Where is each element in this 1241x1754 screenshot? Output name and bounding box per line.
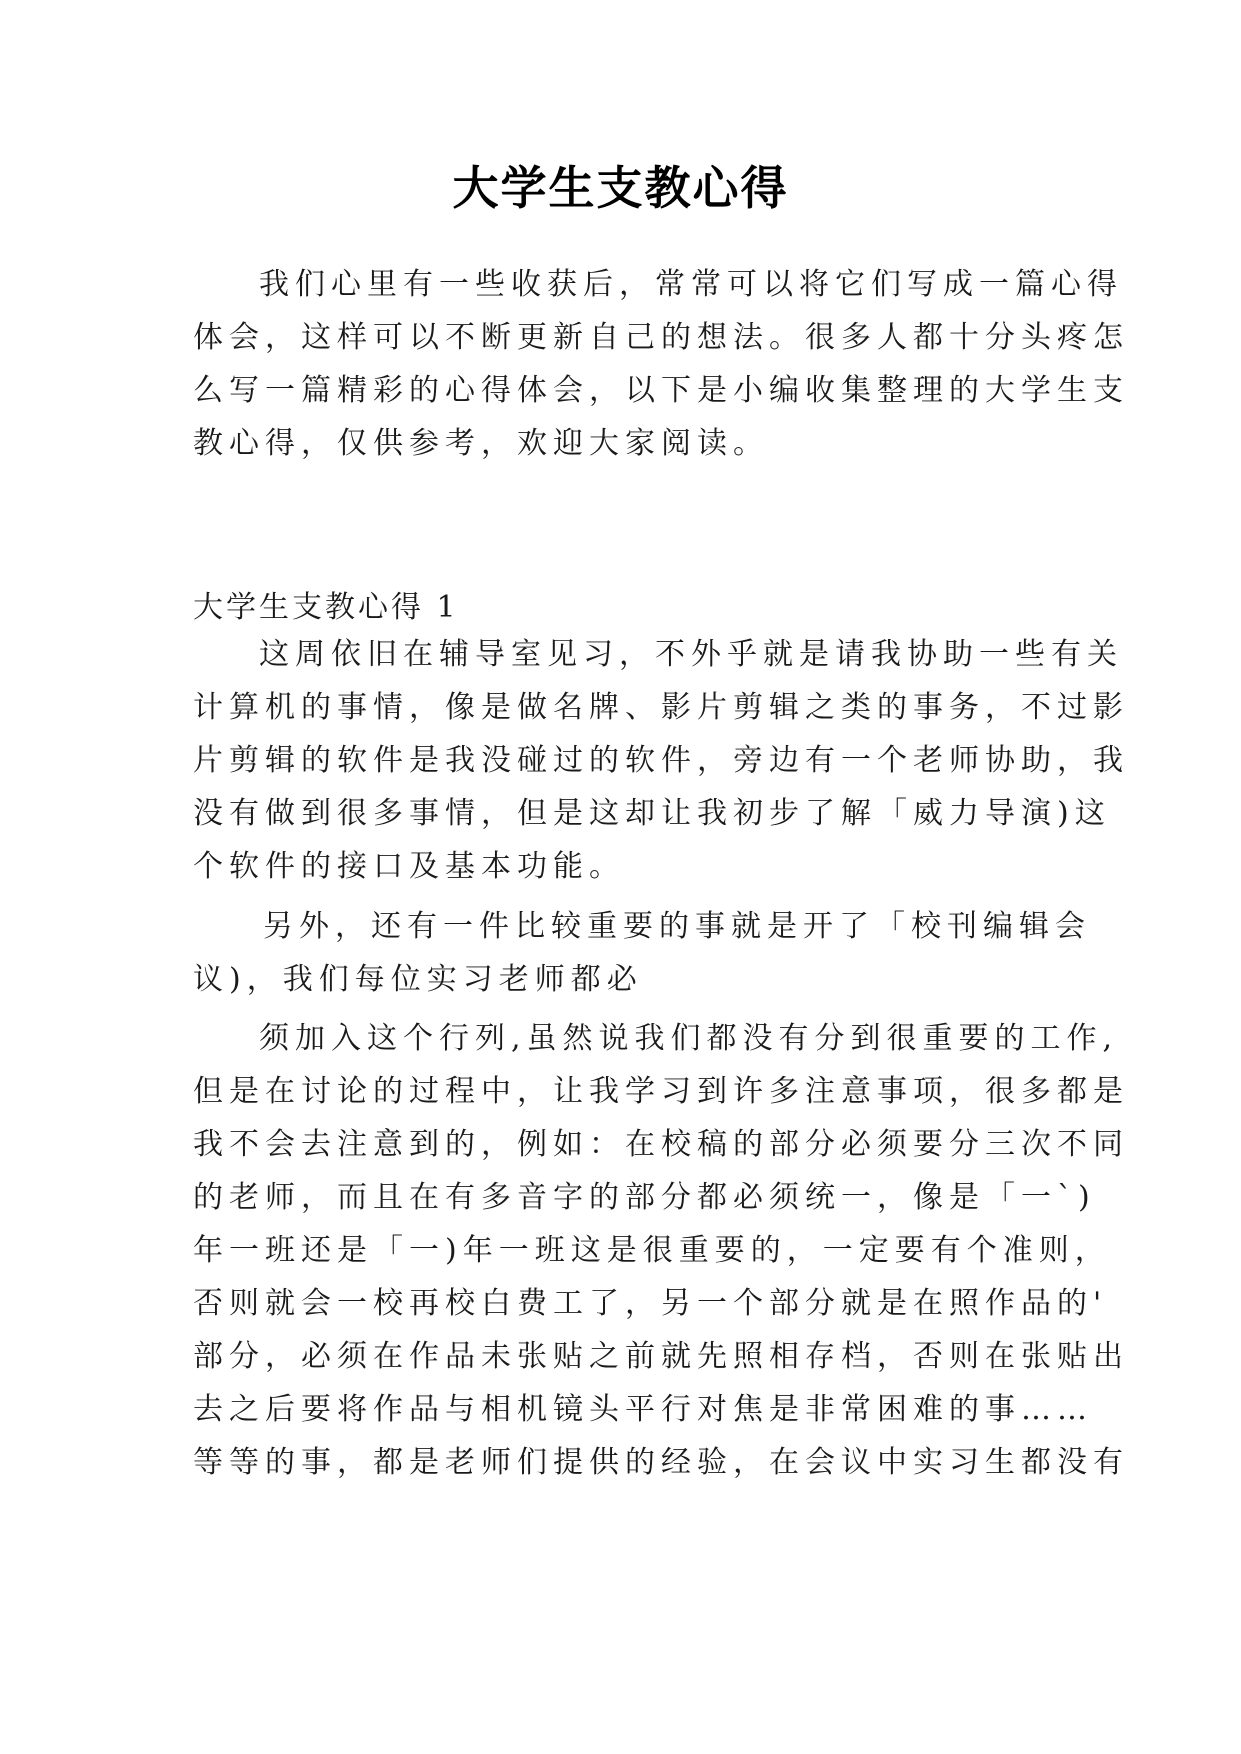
intro-line: 体会，这样可以不断更新自己的想法。很多人都十分头疼怎 (193, 320, 1129, 355)
paragraph-line: 个软件的接口及基本功能。 (193, 849, 625, 884)
intro-line: 么写一篇精彩的心得体会，以下是小编收集整理的大学生支 (193, 373, 1129, 408)
intro-line: 我们心里有一些收获后，常常可以将它们写成一篇心得 (259, 267, 1123, 302)
paragraph-2 (193, 900, 1091, 1006)
paragraph-line: 等等的事，都是老师们提供的经验，在会议中实习生都没有 (193, 1445, 1129, 1480)
paragraph-line: 片剪辑的软件是我没碰过的软件，旁边有一个老师协助，我 (193, 743, 1129, 778)
paragraph-line: 的老师，而且在有多音字的部分都必须统一，像是「一`) (193, 1180, 1096, 1215)
section-heading: 大学生支教心得 1 (193, 590, 459, 625)
paragraph-line: 另外，还有一件比较重要的事就是开了「校刊编辑会 (263, 909, 1091, 944)
paragraph-line: 去之后要将作品与相机镜头平行对焦是非常困难的事…… (193, 1392, 1093, 1427)
paragraph-line: 须加入这个行列,虽然说我们都没有分到很重要的工作, (259, 1021, 1119, 1056)
intro-paragraph (193, 258, 1129, 470)
paragraph-line: 否则就会一校再校白费工了，另一个部分就是在照作品的' (193, 1286, 1108, 1321)
paragraph-3 (193, 1012, 1129, 1489)
paragraph-line: 年一班还是「一)年一班这是很重要的，一定要有个准则， (193, 1233, 1111, 1268)
paragraph-line: 部分，必须在作品未张贴之前就先照相存档，否则在张贴出 (193, 1339, 1129, 1374)
paragraph-line: 但是在讨论的过程中，让我学习到许多注意事项，很多都是 (193, 1074, 1129, 1109)
paragraph-line: 议)，我们每位实习老师都必 (193, 962, 643, 997)
paragraph-line: 我不会去注意到的，例如：在校稿的部分必须要分三次不同 (193, 1127, 1129, 1162)
document-title: 大学生支教心得 (452, 161, 789, 215)
intro-line: 教心得，仅供参考，欢迎大家阅读。 (193, 426, 769, 461)
paragraph-line: 计算机的事情，像是做名牌、影片剪辑之类的事务，不过影 (193, 690, 1129, 725)
paragraph-line: 这周依旧在辅导室见习，不外乎就是请我协助一些有关 (259, 637, 1123, 672)
paragraph-line: 没有做到很多事情，但是这却让我初步了解「威力导演)这 (193, 796, 1111, 831)
paragraph-1 (193, 628, 1129, 893)
